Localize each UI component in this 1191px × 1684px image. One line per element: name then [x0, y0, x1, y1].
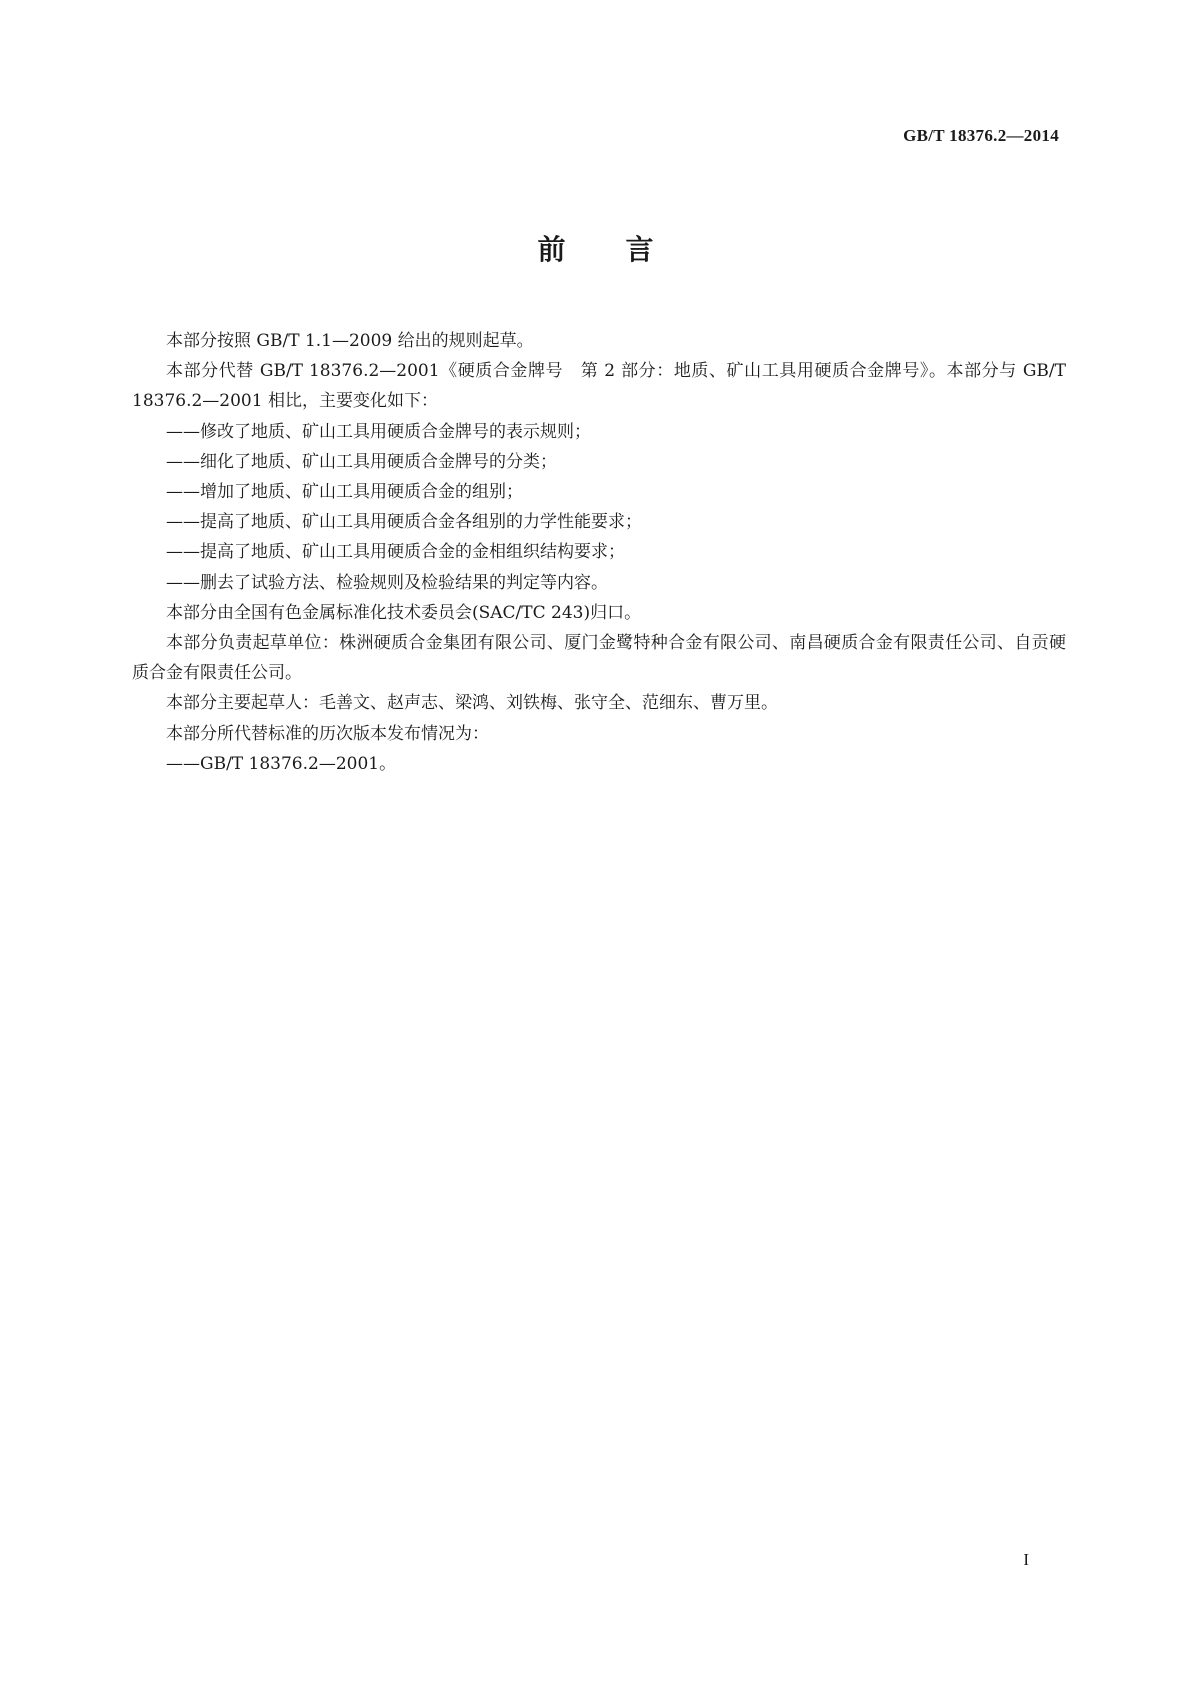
paragraph-jurisdiction: 本部分由全国有色金属标准化技术委员会(SAC/TC 243)归口。	[166, 602, 642, 623]
page-title: 前言	[537, 233, 714, 266]
change-item: ——提高了地质、矿山工具用硬质合金各组别的力学性能要求；	[166, 512, 642, 533]
change-item: ——细化了地质、矿山工具用硬质合金牌号的分类；	[166, 451, 557, 472]
change-item: ——提高了地质、矿山工具用硬质合金的金相组织结构要求；	[166, 542, 625, 563]
history-item: ——GB/T 18376.2—2001。	[166, 753, 397, 774]
foreword-body	[132, 326, 1066, 779]
paragraph-drafting-rules: 本部分按照 GB/T 1.1—2009 给出的规则起草。	[166, 331, 534, 351]
change-item: ——删去了试验方法、检验规则及检验结果的判定等内容。	[166, 572, 608, 593]
change-item: ——增加了地质、矿山工具用硬质合金的组别；	[166, 482, 523, 503]
document-code: GB/T 18376.2—2014	[903, 126, 1059, 145]
paragraph-drafting-units: 本部分负责起草单位：株洲硬质合金集团有限公司、厦门金鹭特种合金有限公司、南昌硬质合金有限责任公司、自贡硬质合金有限责任公司。	[132, 633, 1066, 684]
change-item: ——修改了地质、矿山工具用硬质合金牌号的表示规则；	[166, 421, 591, 442]
page-number: I	[1023, 1550, 1029, 1569]
paragraph-history: 本部分所代替标准的历次版本发布情况为：	[166, 723, 489, 744]
paragraph-replaces: 本部分代替 GB/T 18376.2—2001《硬质合金牌号 第 2 部分：地质、矿山工具用硬质合金牌号》。本部分与 GB/T 18376.2—2001 相比，主要变化如下：	[132, 361, 1066, 412]
paragraph-drafters: 本部分主要起草人：毛善文、赵声志、梁鸿、刘铁梅、张守全、范细东、曹万里。	[166, 693, 778, 714]
